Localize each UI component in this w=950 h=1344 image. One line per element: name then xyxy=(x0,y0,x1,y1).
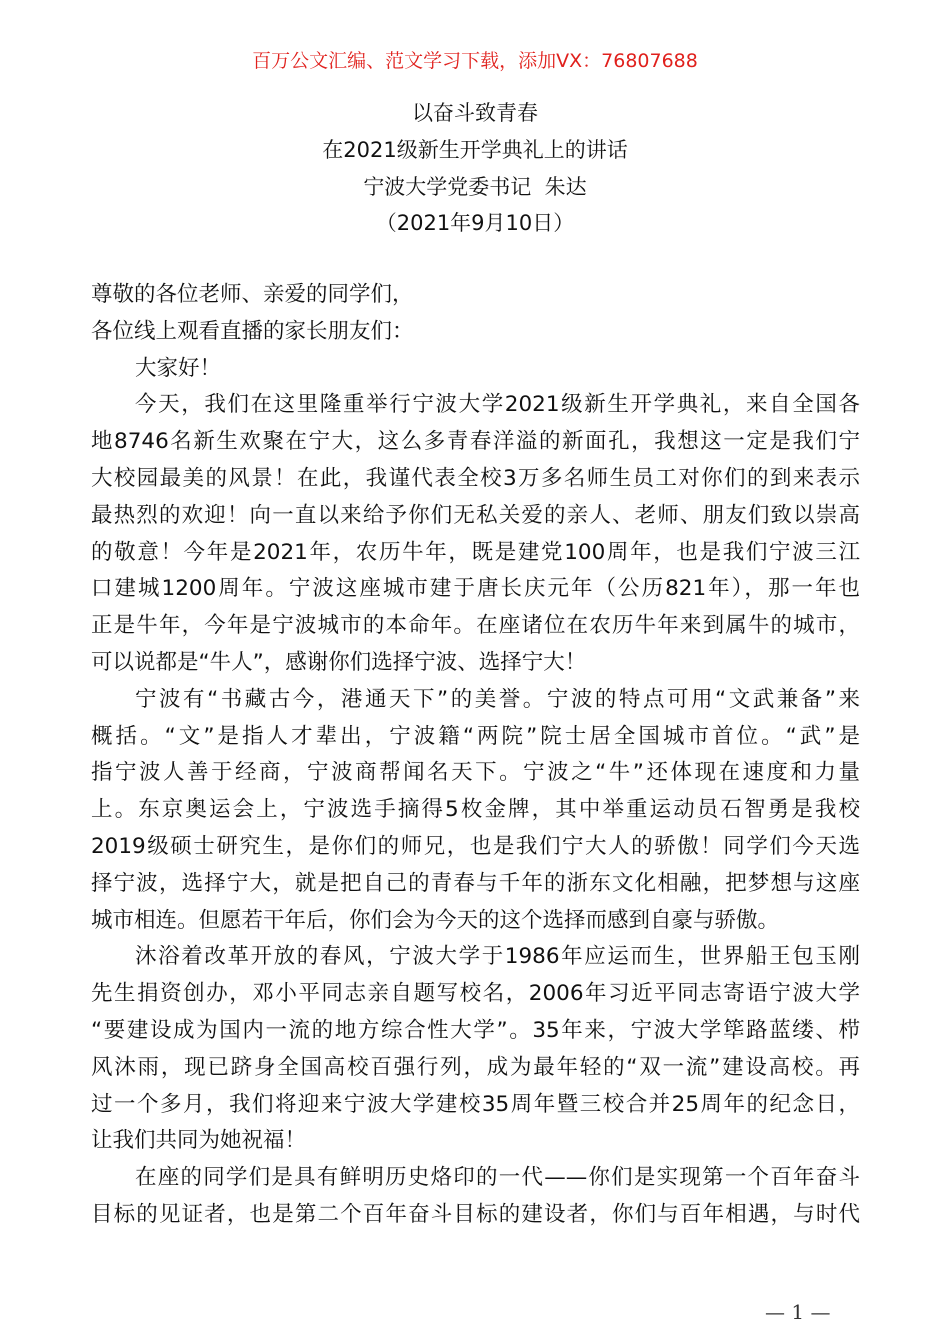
text-line: 各位线上观看直播的家长朋友们： xyxy=(91,318,414,344)
text-line: 概括。“文”是指人才辈出，宁波籍“两院”院士居全国城市首位。“武”是 xyxy=(91,723,860,749)
text-line: 指宁波人善于经商，宁波商帮闻名天下。宁波之“牛”还体现在速度和力量 xyxy=(91,760,860,786)
text-line: 择宁波，选择宁大，就是把自己的青春与千年的浙东文化相融，把梦想与这座 xyxy=(91,870,860,896)
text-line: 让我们共同为她祝福！ xyxy=(91,1128,307,1154)
text-line: 尊敬的各位老师、亲爱的同学们， xyxy=(91,282,414,307)
text-line: 今天，我们在这里隆重举行宁波大学2021级新生开学典礼，来自全国各 xyxy=(135,392,860,418)
header-banner: 百万公文汇编、范文学习下载，添加VX：76807688 xyxy=(252,50,698,72)
text-line: 城市相连。但愿若干年后，你们会为今天的这个选择而感到自豪与骄傲。 xyxy=(91,907,780,933)
text-line: 上。东京奥运会上，宁波选手摘得5枚金牌，其中举重运动员石智勇是我校 xyxy=(91,797,860,823)
speech-subtitle: 在2021级新生开学典礼上的讲话 xyxy=(322,138,628,162)
page-number: — 1 — xyxy=(765,1300,831,1324)
text-line: 沐浴着改革开放的春风，宁波大学于1986年应运而生，世界船王包玉刚 xyxy=(135,944,860,970)
text-line: 口建城1200周年。宁波这座城市建于唐长庆元年（公历821年），那一年也 xyxy=(91,576,860,602)
text-line: 在座的同学们是具有鲜明历史烙印的一代——你们是实现第一个百年奋斗 xyxy=(135,1165,860,1191)
speech-title: 以奋斗致青春 xyxy=(412,101,538,125)
text-line: 可以说都是“牛人”，感谢你们选择宁波、选择宁大！ xyxy=(91,649,587,675)
text-line: 宁波有“书藏古今，港通天下”的美誉。宁波的特点可用“文武兼备”来 xyxy=(135,686,860,712)
text-line: 大家好！ xyxy=(135,355,222,381)
text-line: 风沐雨，现已跻身全国高校百强行列，成为最年轻的“双一流”建设高校。再 xyxy=(91,1054,860,1080)
text-line: 最热烈的欢迎！向一直以来给予你们无私关爱的亲人、老师、朋友们致以崇高 xyxy=(91,502,860,528)
text-line: 2019级硕士研究生，是你们的师兄，也是我们宁大人的骄傲！同学们今天选 xyxy=(91,833,860,859)
speech-date: （2021年9月10日） xyxy=(375,211,575,235)
text-line: 正是牛年，今年是宁波城市的本命年。在座诸位在农历牛年来到属牛的城市， xyxy=(91,613,860,639)
speech-author: 宁波大学党委书记 朱达 xyxy=(363,175,587,199)
text-line: 先生捐资创办，邓小平同志亲自题写校名，2006年习近平同志寄语宁波大学 xyxy=(91,981,860,1007)
text-line: “要建设成为国内一流的地方综合性大学”。35年来，宁波大学筚路蓝缕、栉 xyxy=(91,1017,860,1043)
text-line: 大校园最美的风景！在此，我谨代表全校3万多名师生员工对你们的到来表示 xyxy=(91,465,860,491)
text-line: 地8746名新生欢聚在宁大，这么多青春洋溢的新面孔，我想这一定是我们宁 xyxy=(91,429,860,455)
text-line: 过一个多月，我们将迎来宁波大学建校35周年暨三校合并25周年的纪念日， xyxy=(91,1091,860,1117)
text-line: 的敬意！今年是2021年，农历牛年，既是建党100周年，也是我们宁波三江 xyxy=(91,539,860,565)
speech-body xyxy=(91,277,860,1234)
text-line: 目标的见证者，也是第二个百年奋斗目标的建设者，你们与百年相遇，与时代 xyxy=(91,1201,860,1227)
